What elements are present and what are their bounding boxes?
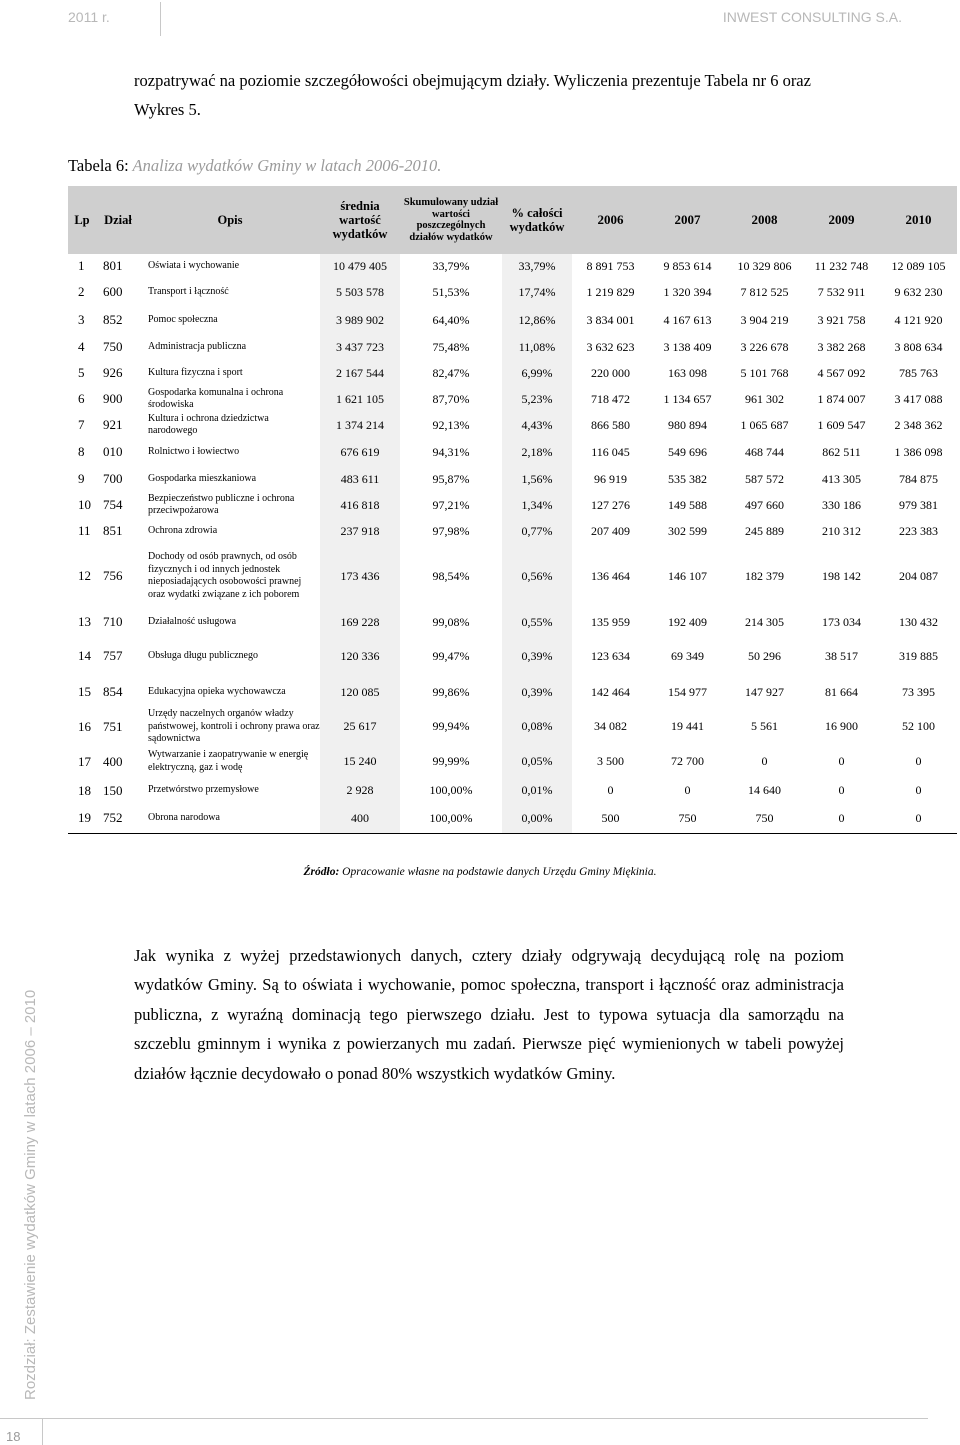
col-header-2007: 2007 [649, 186, 726, 254]
row-lp: 7 [78, 417, 85, 432]
col-header-skumulowany: Skumulowany udział wartości poszczególnych działów wydatków [400, 186, 502, 254]
row-value-2007: 980 894 [668, 417, 707, 432]
row-value-2008: 10 329 806 [737, 258, 792, 273]
row-dzial: 010 [103, 444, 123, 459]
row-srednia: 1 621 105 [320, 386, 400, 412]
row-calosci: 0,08% [502, 708, 572, 746]
row-dzial: 756 [103, 568, 123, 583]
row-skumulowany: 98,54% [432, 568, 470, 583]
row-dzial: 926 [103, 365, 123, 380]
row-value-2007: 535 382 [668, 471, 707, 486]
row-skumulowany: 51,53% [432, 284, 470, 299]
row-opis: Działalność usługowa [148, 615, 237, 627]
row-lp: 2 [78, 284, 85, 299]
row-calosci: 11,08% [502, 334, 572, 360]
row-calosci: 1,34% [502, 492, 572, 518]
row-lp: 18 [78, 782, 91, 798]
row-value-2010: 2 348 362 [894, 417, 943, 432]
row-srednia: 120 085 [320, 676, 400, 708]
table-row [68, 746, 957, 778]
table-row [68, 492, 957, 518]
row-dzial: 801 [103, 258, 123, 273]
row-value-2008: 497 660 [745, 497, 784, 512]
row-value-2009: 330 186 [822, 497, 861, 512]
row-value-2006: 718 472 [591, 391, 630, 406]
row-srednia: 1 374 214 [320, 412, 400, 438]
row-value-2009: 38 517 [825, 648, 858, 663]
row-dzial: 750 [103, 339, 123, 354]
row-value-2010: 319 885 [899, 648, 938, 663]
row-skumulowany: 99,99% [432, 754, 470, 768]
row-value-2008: 0 [761, 754, 768, 768]
row-dzial: 752 [96, 804, 140, 834]
row-value-2007: 19 441 [671, 719, 704, 734]
row-skumulowany: 82,47% [432, 365, 470, 380]
row-value-2009: 4 567 092 [817, 365, 866, 380]
row-opis: Kultura fizyczna i sport [148, 366, 243, 378]
row-opis: Kultura i ochrona dziedzictwa narodowego [148, 412, 269, 436]
row-value-2006: 1 219 829 [586, 284, 635, 299]
row-dzial: 900 [103, 391, 123, 406]
table-row [68, 386, 957, 412]
row-lp: 15 [78, 684, 91, 699]
row-value-2010: 784 875 [899, 471, 938, 486]
row-opis: Obrona narodowa [140, 804, 320, 834]
source-text: Opracowanie własne na podstawie danych Urzędu Gminy Miękinia. [339, 866, 657, 878]
row-value-2006: 136 464 [591, 568, 630, 583]
row-opis: Edukacyjna opieka wychowawcza [148, 685, 286, 697]
row-value-2008: 587 572 [745, 471, 784, 486]
row-value-2007: 3 138 409 [663, 339, 712, 354]
row-value-2008: 182 379 [745, 568, 784, 583]
source-note [0, 866, 960, 878]
row-dzial: 851 [103, 523, 123, 538]
row-value-2010: 979 381 [899, 497, 938, 512]
row-value-2009: 862 511 [822, 444, 861, 459]
row-value-2006: 3 632 623 [586, 339, 635, 354]
row-value-2007: 549 696 [668, 444, 707, 459]
row-calosci: 0,39% [502, 636, 572, 676]
row-value-2010: 1 386 098 [894, 444, 943, 459]
table-row [68, 708, 957, 746]
row-lp: 4 [78, 339, 85, 354]
row-opis: Przetwórstwo przemysłowe [148, 784, 259, 796]
row-value-2007: 149 588 [668, 497, 707, 512]
table-row [68, 778, 957, 804]
row-value-2006: 34 082 [594, 719, 627, 734]
row-value-2010: 204 087 [899, 568, 938, 583]
row-skumulowany: 33,79% [432, 258, 470, 273]
header-year: 2011 r. [68, 9, 110, 25]
row-calosci: 2,18% [502, 438, 572, 466]
row-lp: 1 [78, 258, 85, 273]
row-opis: Bezpieczeństwo publiczne i ochrona przeciwpożarowa [148, 492, 295, 516]
row-value-2007: 192 409 [668, 614, 707, 629]
col-header-2006: 2006 [572, 186, 649, 254]
row-value-2006: 0 [607, 783, 614, 797]
row-value-2008: 468 744 [745, 444, 784, 459]
table-row [68, 608, 957, 636]
row-value-2006: 3 834 001 [586, 312, 635, 327]
table-row [68, 438, 957, 466]
footer-divider [0, 1418, 928, 1419]
footer-vertical-divider [42, 1418, 43, 1445]
row-lp: 5 [78, 365, 85, 380]
col-header-2009: 2009 [803, 186, 880, 254]
row-dzial: 921 [103, 417, 123, 432]
row-skumulowany: 100,00% [400, 804, 502, 834]
row-value-2009: 173 034 [822, 614, 861, 629]
row-value-2010: 223 383 [899, 523, 938, 538]
table-row [68, 636, 957, 676]
row-opis: Ochrona zdrowia [148, 524, 218, 536]
row-calosci: 0,77% [502, 518, 572, 544]
row-value-2007: 146 107 [668, 568, 707, 583]
expenditure-table [68, 186, 957, 834]
row-lp: 14 [78, 648, 91, 663]
row-value-2010: 9 632 230 [894, 284, 943, 299]
row-value-2008: 750 [726, 804, 803, 834]
row-opis: Wytwarzanie i zaopatrywanie w energię elektryczną, gaz i wodę [148, 749, 309, 773]
row-lp: 3 [78, 312, 85, 327]
row-dzial: 600 [103, 284, 123, 299]
row-value-2007: 72 700 [671, 754, 704, 768]
row-skumulowany: 92,13% [432, 417, 470, 432]
row-calosci: 5,23% [502, 386, 572, 412]
row-value-2006: 127 276 [591, 497, 630, 512]
row-value-2008: 214 305 [745, 614, 784, 629]
row-calosci: 1,56% [502, 466, 572, 492]
row-value-2009: 1 609 547 [817, 417, 866, 432]
row-srednia: 237 918 [320, 518, 400, 544]
row-value-2009: 0 [838, 783, 845, 797]
table-row [68, 360, 957, 386]
row-calosci: 0,55% [502, 608, 572, 636]
row-value-2007: 750 [649, 804, 726, 834]
table-header-row [68, 186, 957, 254]
row-skumulowany: 99,47% [432, 648, 470, 663]
row-value-2009: 210 312 [822, 523, 861, 538]
row-opis: Rolnictwo i łowiectwo [148, 445, 240, 457]
row-value-2010: 785 763 [899, 365, 938, 380]
row-srednia: 25 617 [320, 708, 400, 746]
row-srednia: 5 503 578 [320, 278, 400, 306]
table-caption [68, 156, 441, 176]
row-value-2008: 1 065 687 [740, 417, 789, 432]
col-header-opis: Opis [140, 186, 320, 254]
table-row [68, 278, 957, 306]
row-value-2009: 3 382 268 [817, 339, 866, 354]
row-calosci: 0,05% [502, 746, 572, 778]
row-opis: Obsługa długu publicznego [148, 649, 258, 661]
row-value-2006: 142 464 [591, 684, 630, 699]
row-value-2007: 163 098 [668, 365, 707, 380]
row-value-2007: 69 349 [671, 648, 704, 663]
row-value-2010: 130 432 [899, 614, 938, 629]
row-opis: Gospodarka mieszkaniowa [148, 472, 257, 484]
row-calosci: 0,01% [502, 778, 572, 804]
row-value-2006: 116 045 [591, 444, 630, 459]
row-opis: Dochody od osób prawnych, od osób fizycznych i od innych jednostek nieposiadających osobowości prawnej oraz wydatki związane z ich poborem [148, 551, 302, 600]
intro-text: rozpatrywać na poziomie szczegółowości obejmującym działy. Wyliczenia prezentuje Tabela nr 6 oraz Wykres 5. [134, 71, 811, 119]
row-value-2006: 96 919 [594, 471, 627, 486]
table-row [68, 518, 957, 544]
row-srednia: 2 928 [320, 778, 400, 804]
row-value-2010: 3 417 088 [894, 391, 943, 406]
row-srednia: 3 989 902 [320, 306, 400, 334]
row-skumulowany: 95,87% [432, 471, 470, 486]
col-header-2008: 2008 [726, 186, 803, 254]
row-skumulowany: 99,94% [432, 719, 470, 734]
row-calosci: 6,99% [502, 360, 572, 386]
row-skumulowany: 97,21% [432, 497, 470, 512]
row-value-2008: 3 226 678 [740, 339, 789, 354]
table-row [68, 544, 957, 608]
row-calosci: 33,79% [502, 254, 572, 278]
row-srednia: 169 228 [320, 608, 400, 636]
row-value-2009: 11 232 748 [814, 258, 869, 273]
row-value-2009: 0 [803, 804, 880, 834]
row-value-2010: 0 [880, 804, 957, 834]
col-header-2010: 2010 [880, 186, 957, 254]
row-value-2006: 500 [572, 804, 649, 834]
row-value-2008: 14 640 [748, 783, 781, 797]
table-body [68, 254, 957, 834]
row-calosci: 4,43% [502, 412, 572, 438]
row-value-2006: 8 891 753 [586, 258, 635, 273]
row-lp: 9 [78, 471, 85, 486]
row-srednia: 416 818 [320, 492, 400, 518]
table-caption-label: Tabela 6: [68, 156, 129, 175]
row-value-2008: 147 927 [745, 684, 784, 699]
row-srednia: 676 619 [320, 438, 400, 466]
row-skumulowany: 99,86% [432, 684, 470, 699]
row-srednia: 3 437 723 [320, 334, 400, 360]
row-dzial: 751 [103, 718, 123, 734]
row-value-2006: 3 500 [597, 754, 624, 768]
row-value-2009: 198 142 [822, 568, 861, 583]
table-row [68, 804, 957, 834]
row-opis: Administracja publiczna [148, 340, 247, 352]
row-dzial: 700 [103, 471, 123, 486]
row-opis: Urzędy naczelnych organów władzy państwowej, kontroli i ochrony prawa oraz sądownictwa [148, 708, 320, 744]
page-number: 18 [6, 1429, 21, 1444]
row-value-2007: 302 599 [668, 523, 707, 538]
row-opis: Pomoc społeczna [148, 313, 218, 325]
col-header-dzial: Dział [96, 186, 140, 254]
row-value-2006: 220 000 [591, 365, 630, 380]
row-value-2006: 123 634 [591, 648, 630, 663]
col-header-srednia: średnia wartość wydatków [320, 186, 400, 254]
row-dzial: 757 [103, 648, 123, 663]
row-skumulowany: 75,48% [432, 339, 470, 354]
row-dzial: 854 [103, 684, 123, 699]
row-lp: 11 [78, 523, 91, 538]
row-value-2010: 3 808 634 [894, 339, 943, 354]
row-lp: 13 [78, 614, 91, 629]
row-skumulowany: 97,98% [432, 523, 470, 538]
row-skumulowany: 64,40% [432, 312, 470, 327]
header-company: INWEST CONSULTING S.A. [722, 9, 902, 25]
row-value-2007: 0 [684, 783, 691, 797]
row-calosci: 12,86% [502, 306, 572, 334]
row-srednia: 120 336 [320, 636, 400, 676]
row-dzial: 400 [103, 753, 123, 769]
row-skumulowany: 99,08% [432, 614, 470, 629]
row-dzial: 754 [103, 497, 123, 512]
header-divider [160, 2, 161, 36]
row-opis: Transport i łączność [148, 285, 229, 297]
row-lp: 19 [68, 804, 96, 834]
row-value-2009: 3 921 758 [817, 312, 866, 327]
row-value-2006: 135 959 [591, 614, 630, 629]
source-label: Źródło: [303, 866, 340, 878]
row-value-2009: 7 532 911 [817, 284, 866, 299]
table-row [68, 466, 957, 492]
row-value-2008: 3 904 219 [740, 312, 789, 327]
row-skumulowany: 87,70% [432, 391, 470, 406]
row-lp: 16 [78, 718, 91, 734]
row-value-2007: 1 320 394 [663, 284, 712, 299]
table-row [68, 254, 957, 278]
row-srednia: 10 479 405 [320, 254, 400, 278]
row-calosci: 0,39% [502, 676, 572, 708]
row-calosci: 17,74% [502, 278, 572, 306]
col-header-calosci: % całości wydatków [502, 186, 572, 254]
row-value-2010: 12 089 105 [891, 258, 946, 273]
row-calosci: 0,56% [502, 544, 572, 608]
row-calosci: 0,00% [502, 804, 572, 834]
row-srednia: 15 240 [320, 746, 400, 778]
table-row [68, 306, 957, 334]
row-lp: 6 [78, 391, 85, 406]
row-lp: 12 [78, 568, 91, 583]
row-opis: Gospodarka komunalna i ochrona środowiska [148, 386, 284, 410]
table-caption-text: Analiza wydatków Gminy w latach 2006-2010. [128, 156, 442, 175]
row-value-2006: 866 580 [591, 417, 630, 432]
row-dzial: 710 [103, 614, 123, 629]
row-srednia: 483 611 [320, 466, 400, 492]
row-dzial: 150 [103, 782, 123, 798]
row-value-2010: 52 100 [902, 719, 935, 734]
row-skumulowany: 100,00% [429, 783, 473, 797]
row-value-2008: 5 561 [751, 719, 778, 734]
col-header-lp: Lp [68, 186, 96, 254]
row-opis: Oświata i wychowanie [148, 259, 240, 271]
table-row [68, 334, 957, 360]
row-value-2010: 0 [915, 783, 922, 797]
row-value-2008: 7 812 525 [740, 284, 789, 299]
row-value-2008: 245 889 [745, 523, 784, 538]
row-value-2009: 16 900 [825, 719, 858, 734]
row-value-2010: 4 121 920 [894, 312, 943, 327]
row-dzial: 852 [103, 312, 123, 327]
row-lp: 8 [78, 444, 85, 459]
row-srednia: 173 436 [320, 544, 400, 608]
row-value-2010: 0 [915, 754, 922, 768]
row-value-2009: 413 305 [822, 471, 861, 486]
row-value-2007: 154 977 [668, 684, 707, 699]
row-value-2009: 81 664 [825, 684, 858, 699]
row-skumulowany: 94,31% [432, 444, 470, 459]
row-value-2007: 9 853 614 [663, 258, 712, 273]
row-lp: 10 [78, 497, 91, 512]
row-srednia: 400 [320, 804, 400, 834]
row-value-2009: 0 [838, 754, 845, 768]
row-srednia: 2 167 544 [320, 360, 400, 386]
row-value-2007: 1 134 657 [663, 391, 712, 406]
row-lp: 17 [78, 753, 91, 769]
chapter-sidebar-title: Rozdział: Zestawienie wydatków Gminy w latach 2006 – 2010 [22, 989, 39, 1400]
row-value-2010: 73 395 [902, 684, 935, 699]
row-value-2007: 4 167 613 [663, 312, 712, 327]
row-value-2008: 961 302 [745, 391, 784, 406]
analysis-paragraph: Jak wynika z wyżej przedstawionych danych, cztery działy odgrywają decydującą rolę na poziom wydatków Gminy. Są to oświata i wychowanie, pomoc społeczna, transport i łączność oraz administracja publiczna, z wyraźną dominacją tego pierwszego działu. Jest to typowa sytuacja dla samorządu na szczeblu gminnym i wynika z powierzanych mu zadań. Pierwsze pięć wymienionych w tabeli powyżej działów łącznie decydowało o ponad 80% wszystkich wydatków Gminy. [134, 946, 844, 1083]
row-value-2006: 207 409 [591, 523, 630, 538]
row-value-2008: 50 296 [748, 648, 781, 663]
table-row [68, 412, 957, 438]
table-row [68, 676, 957, 708]
row-value-2009: 1 874 007 [817, 391, 866, 406]
row-value-2008: 5 101 768 [740, 365, 789, 380]
